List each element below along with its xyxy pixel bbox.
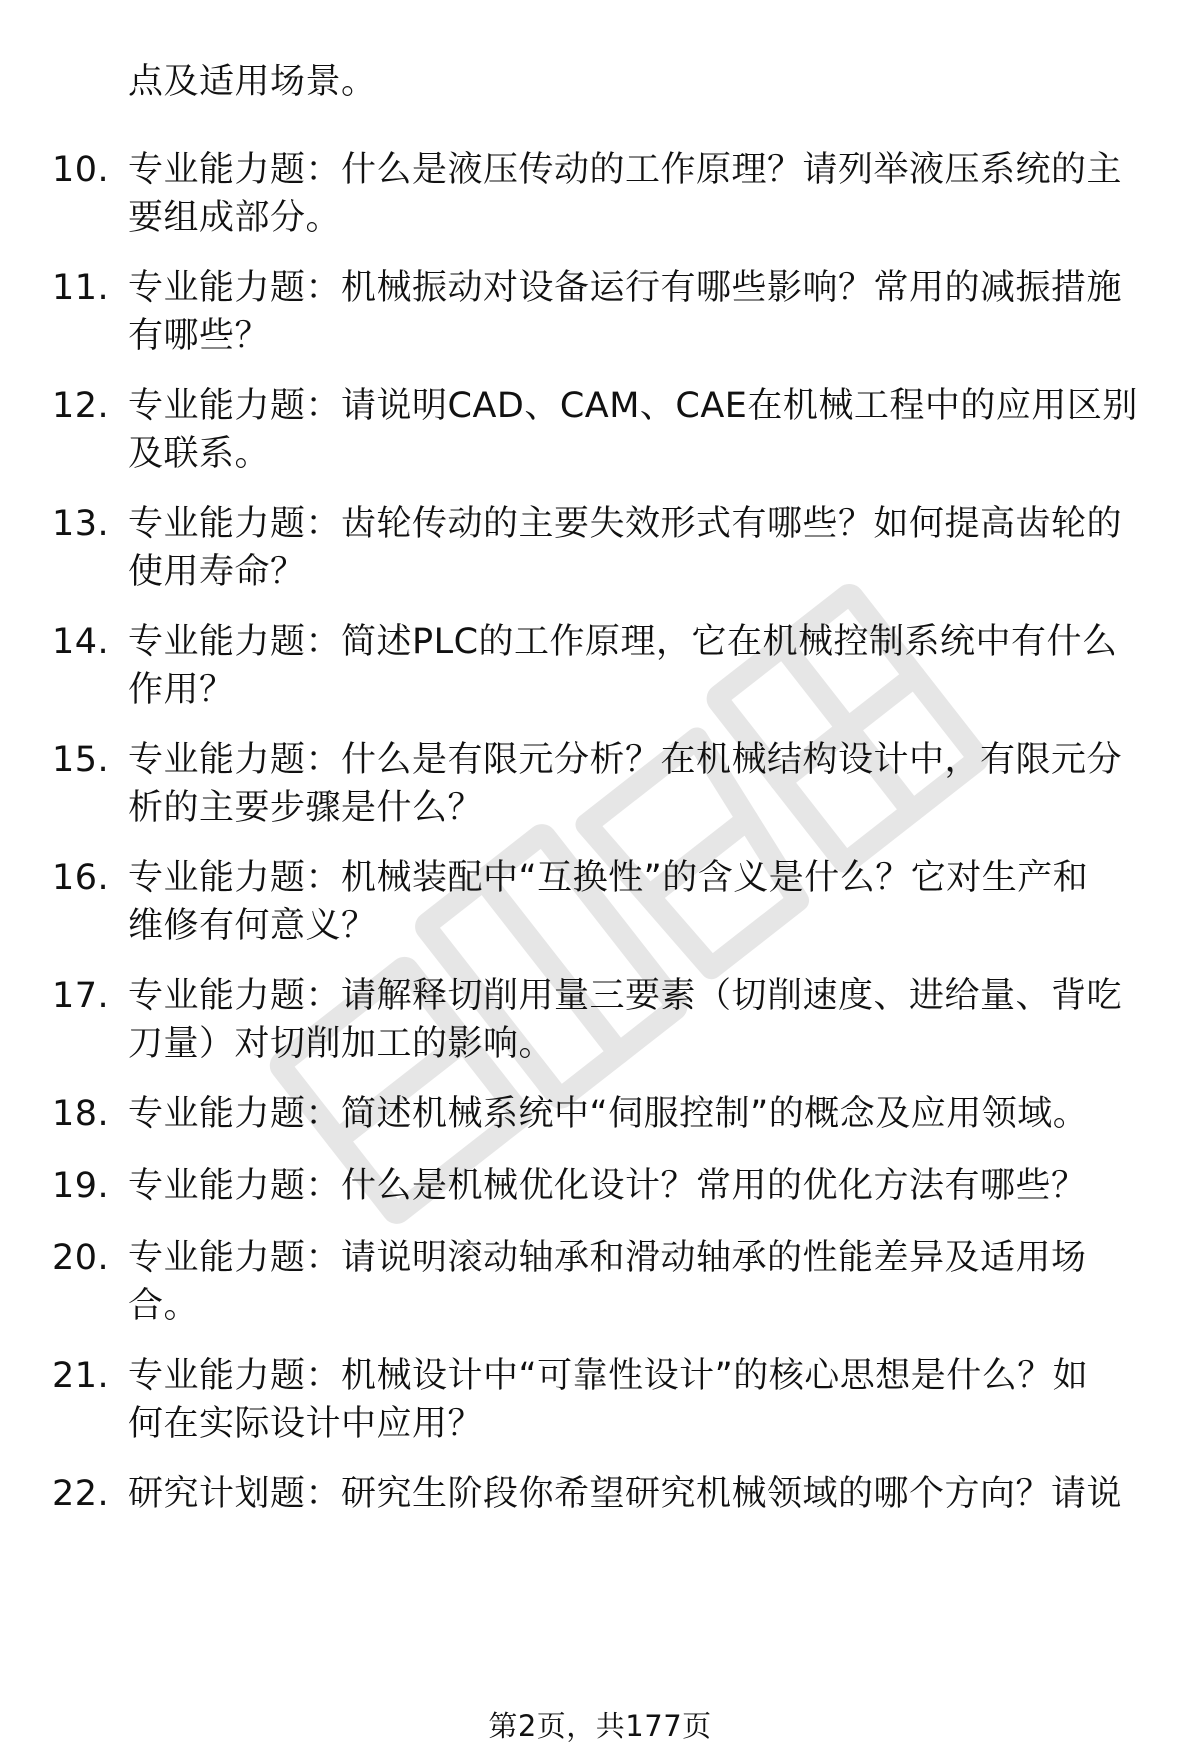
continuation-text: 点及适用场景。: [128, 62, 377, 102]
question-number: 12.: [52, 386, 110, 426]
question-number: 11.: [52, 268, 110, 308]
question-number: 15.: [52, 740, 110, 780]
question-text: 专业能力题：请说明CAD、CAM、CAE在机械工程中的应用区别 及联系。: [128, 386, 1138, 474]
question-text: 专业能力题：什么是有限元分析？在机械结构设计中，有限元分 析的主要步骤是什么？: [128, 740, 1123, 828]
question-number: 16.: [52, 858, 110, 898]
question-number: 10.: [52, 150, 110, 190]
question-text: 专业能力题：什么是机械优化设计？常用的优化方法有哪些？: [128, 1166, 1087, 1206]
question-text: 专业能力题：什么是液压传动的工作原理？请列举液压系统的主 要组成部分。: [128, 150, 1123, 238]
question-text: 专业能力题：齿轮传动的主要失效形式有哪些？如何提高齿轮的 使用寿命？: [128, 504, 1123, 592]
question-text: 专业能力题：请说明滚动轴承和滑动轴承的性能差异及适用场 合。: [128, 1238, 1087, 1326]
question-text: 专业能力题：机械设计中“可靠性设计”的核心思想是什么？如 何在实际设计中应用？: [128, 1356, 1089, 1444]
question-number: 17.: [52, 976, 110, 1016]
question-number: 22.: [52, 1474, 110, 1514]
question-number: 13.: [52, 504, 110, 544]
question-text: 专业能力题：简述机械系统中“伺服控制”的概念及应用领域。: [128, 1094, 1089, 1134]
question-number: 14.: [52, 622, 110, 662]
question-text: 专业能力题：简述PLC的工作原理，它在机械控制系统中有什么 作用？: [128, 622, 1118, 710]
question-text: 研究计划题：研究生阶段你希望研究机械领域的哪个方向？请说: [128, 1474, 1123, 1514]
question-text: 专业能力题：机械振动对设备运行有哪些影响？常用的减振措施 有哪些？: [128, 268, 1123, 356]
page-footer: 第2页，共177页: [488, 1709, 712, 1743]
question-number: 20.: [52, 1238, 110, 1278]
question-number: 21.: [52, 1356, 110, 1396]
question-number: 18.: [52, 1094, 110, 1134]
question-text: 专业能力题：请解释切削用量三要素（切削速度、进给量、背吃 刀量）对切削加工的影响。: [128, 976, 1123, 1064]
question-text: 专业能力题：机械装配中“互换性”的含义是什么？它对生产和 维修有何意义？: [128, 858, 1089, 946]
question-number: 19.: [52, 1166, 110, 1206]
